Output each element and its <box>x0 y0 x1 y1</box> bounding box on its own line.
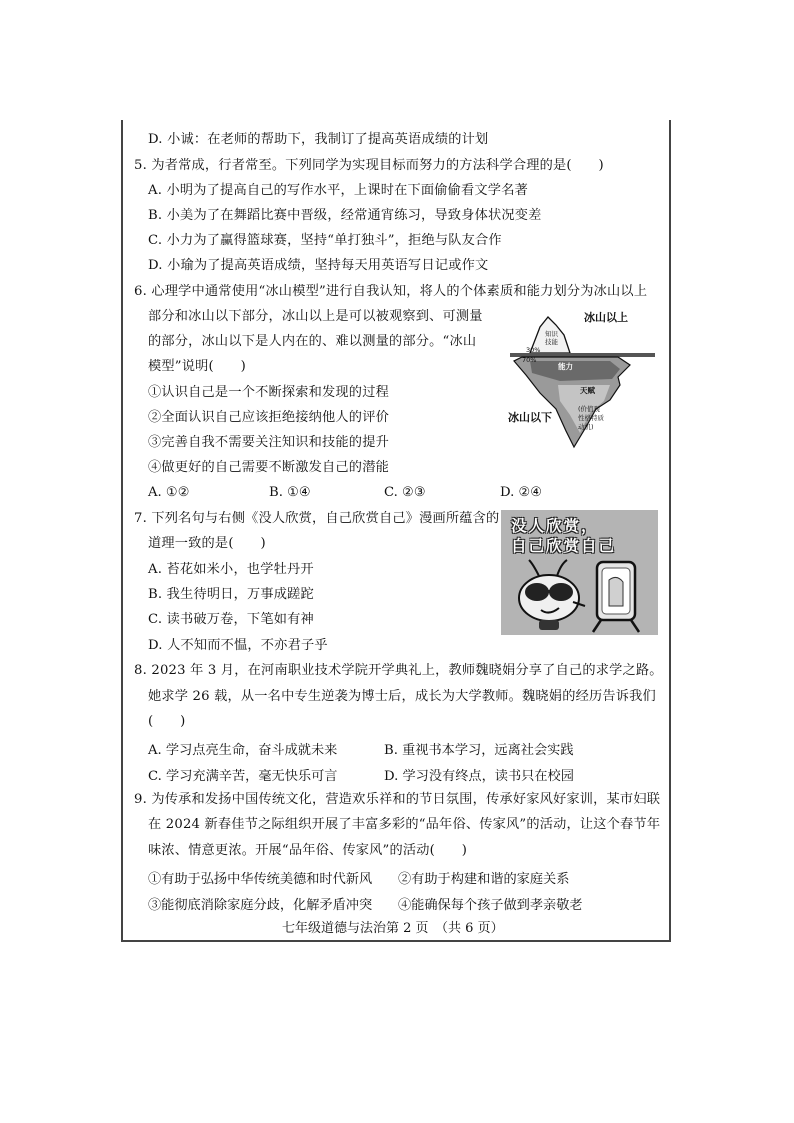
q9-statement-3: ③能彻底消除家庭分歧，化解矛盾冲突 <box>148 898 373 913</box>
q8-option-b: B. 重视书本学习，远离社会实践 <box>384 743 574 758</box>
q7-stem-line2: 道理一致的是( ) <box>148 536 266 551</box>
q8-stem: 8. 2023 年 3 月，在河南职业技术学院开学典礼上，教师魏晓娟分享了自己的求学之路。 <box>134 663 663 678</box>
q5-option-a: A. 小明为了提高自己的写作水平，上课时在下面偷偷看文学名著 <box>148 183 528 198</box>
iceberg-hidden-3: 动机) <box>578 423 594 431</box>
cartoon-caption-2: 自己欣赏自己 <box>511 536 617 555</box>
iceberg-hidden-1: (价值观 <box>578 405 601 413</box>
q5-option-c: C. 小力为了赢得篮球赛，坚持“单打独斗”，拒绝与队友合作 <box>148 233 502 248</box>
q9-statement-4: ④能确保每个孩子做到孝亲敬老 <box>398 898 583 913</box>
q5-option-d: D. 小瑜为了提高英语成绩，坚持每天用英语写日记或作文 <box>148 258 489 273</box>
q6-statement-2: ②全面认识自己应该拒绝接纳他人的评价 <box>148 410 389 425</box>
iceberg-ability: 能力 <box>558 362 573 371</box>
q9-stem-line3: 味浓、情意更浓。开展“品年俗、传家风”的活动( ) <box>148 843 468 858</box>
iceberg-knowledge: 知识 <box>545 330 558 338</box>
q6-stem-line4: 模型”说明( ) <box>148 359 246 374</box>
q6-option-c: C. ②③ <box>384 485 426 500</box>
q7-option-c: C. 读书破万卷，下笔如有神 <box>148 612 314 627</box>
q8-option-d: D. 学习没有终点，读书只在校园 <box>384 769 574 784</box>
q5-stem: 5. 为者常成，行者常至。下列同学为实现目标而努力的方法科学合理的是( ) <box>134 158 604 173</box>
iceberg-30pct: 30% <box>526 346 541 354</box>
q7-option-b: B. 我生待明日，万事成蹉跎 <box>148 587 314 602</box>
q6-stem: 6. 心理学中通常使用“冰山模型”进行自我认知，将人的个体素质和能力划分为冰山以上 <box>134 284 648 299</box>
iceberg-skill: 技能 <box>545 338 558 346</box>
q6-option-d: D. ②④ <box>500 485 543 500</box>
iceberg-figure <box>500 305 658 452</box>
page-footer: 七年级道德与法治第 2 页 （共 6 页） <box>282 921 504 936</box>
iceberg-70pct: 70% <box>522 356 537 364</box>
q6-option-b: B. ①④ <box>269 485 311 500</box>
q7-option-d: D. 人不知而不愠，不亦君子乎 <box>148 638 328 653</box>
iceberg-talent: 天赋 <box>580 386 595 395</box>
q6-stem-line3: 的部分，冰山以下是人内在的、难以测量的部分。“冰山 <box>148 334 477 349</box>
q9-stem: 9. 为传承和发扬中国传统文化，营造欢乐祥和的节日氛围，传承好家风好家训，某市妇联 <box>134 792 661 807</box>
q9-statement-2: ②有助于构建和谐的家庭关系 <box>398 872 570 887</box>
iceberg-below-label: 冰山以下 <box>508 411 552 424</box>
q6-statement-4: ④做更好的自己需要不断激发自己的潜能 <box>148 460 389 475</box>
cartoon-caption-1: 没人欣赏， <box>511 516 599 535</box>
iceberg-hidden-2: 性格特质 <box>578 414 604 422</box>
cartoon-drawing <box>501 510 658 635</box>
q8-option-c: C. 学习充满辛苦，毫无快乐可言 <box>148 769 338 784</box>
q8-stem-line2: 她求学 26 载，从一名中专生逆袭为博士后，成长为大学教师。魏晓娟的经历告诉我们 <box>148 689 656 704</box>
q6-option-a: A. ①② <box>148 485 190 500</box>
q9-statement-1: ①有助于弘扬中华传统美德和时代新风 <box>148 872 373 887</box>
q8-stem-line3: ( ) <box>148 714 186 729</box>
q8-option-a: A. 学习点亮生命，奋斗成就未来 <box>148 743 338 758</box>
iceberg-above-label: 冰山以上 <box>584 311 628 324</box>
q6-statement-3: ③完善自我不需要关注知识和技能的提升 <box>148 435 389 450</box>
q9-stem-line2: 在 2024 新春佳节之际组织开展了丰富多彩的“品年俗、传家风”的活动，让这个春节年 <box>148 817 661 832</box>
q6-statement-1: ①认识自己是一个不断探索和发现的过程 <box>148 385 389 400</box>
cartoon-figure <box>501 510 658 635</box>
q4-option-d: D. 小诚：在老师的帮助下，我制订了提高英语成绩的计划 <box>148 132 489 147</box>
q6-stem-line2: 部分和冰山以下部分，冰山以上是可以被观察到、可测量 <box>148 309 483 324</box>
q5-option-b: B. 小美为了在舞蹈比赛中晋级，经常通宵练习，导致身体状况变差 <box>148 208 542 223</box>
q7-option-a: A. 苔花如米小，也学牡丹开 <box>148 562 314 577</box>
q7-stem: 7. 下列名句与右侧《没人欣赏，自己欣赏自己》漫画所蕴含的 <box>134 511 500 526</box>
